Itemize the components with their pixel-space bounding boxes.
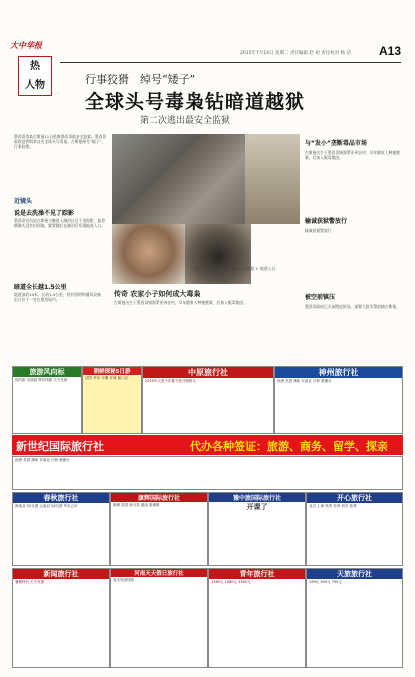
photo-caption: 1. 墨西哥官员检查越狱地道 2. 古斯曼 3. 地道入口 (190, 266, 276, 271)
ad-new-century-details (12, 456, 403, 490)
photo-guzman-portrait (112, 224, 185, 284)
article-lead: 墨西哥毒枭古斯曼11日逃离墨西哥最安全监狱。墨西哥政府悬赏缉拿这名全球头号毒枭。古斯曼绰号“矮子”，行事狡猾。 (14, 134, 107, 150)
ad-kanghui (110, 492, 208, 566)
ad-tiantian (110, 568, 208, 668)
article-headline: 全球头号毒枭钻暗道越狱 (85, 91, 306, 113)
page-number: A13 (378, 44, 401, 58)
ad-text: 199元 399元 799元 (309, 580, 342, 584)
header-rule (60, 62, 401, 63)
right-title-guards: 输诚获狱警放行 (305, 218, 348, 225)
ad-text: 沈阳 丹东 平壤 开城 板门店 (85, 376, 128, 380)
section-subtitle-shower: 说是去洗澡不见了踪影 (14, 210, 75, 217)
photo-tunnel-shaft (245, 134, 300, 224)
photo-tunnel-entrance (185, 224, 251, 284)
ad-title: 康辉国际旅行社 (111, 493, 207, 502)
section-label-line2: 人物 (25, 80, 45, 91)
ad-text: 欧洲 美国 澳新 东南亚 日韩 港澳台 (15, 458, 70, 462)
ad-text: 国内游 出境游 特价线路 天天发团 (15, 378, 68, 382)
visa-banner (12, 435, 403, 455)
ad-chunqiu (12, 492, 110, 566)
ad-text: 港澳 泰国 新马泰 越南 柬埔寨 (113, 503, 160, 507)
ad-text: 暑期特价 天天发团 (15, 580, 45, 584)
section-text-shower: 墨西哥官员说古斯曼当晚进入淋浴区后不见踪影，监控摄像头没有拍到他。狱警随后在淋浴区发现地道入口。 (14, 218, 106, 229)
ad-title: 河南天天假日旅行社 (111, 569, 207, 577)
ad-title: 中原旅行社 (143, 367, 273, 378)
right-title-market: 与“发小”垄断毒品市场 (305, 140, 367, 147)
date-line: 2015年7月14日 星期二 责任编辑 赵 初 责任校对 杨 洁 (240, 51, 352, 56)
ad-title: 春秋旅行社 (13, 493, 109, 503)
banner-agency: 新世纪国际旅行社 (16, 440, 104, 453)
section-text-tunnel: 地道深约10米，长约1.5公里，装有照明和通风设备，出口位于一处在建房屋内。 (14, 292, 105, 303)
ad-kaixin (306, 492, 403, 566)
section-title-closeup: 近镜头 (14, 198, 33, 205)
ad-xinwen (12, 568, 110, 668)
ad-title: 朝鲜探秘5日游 (83, 367, 141, 375)
ad-yuzhonglv (208, 492, 306, 566)
page-header (60, 44, 401, 60)
right-text-guards: 输诚获狱警放行 (305, 228, 332, 233)
right-title-crackdown: 被空前镇压 (305, 294, 336, 301)
ad-text: 海南双飞5日游 云南双飞6日游 华东五市 (15, 504, 78, 508)
banner-slogan: 代办各种签证：旅游、商务、留学、探亲 (190, 440, 388, 453)
ad-shenzhou (274, 366, 403, 434)
ad-tianlv (306, 568, 403, 668)
ad-text: 2015年大型少年夏令营开始报名 (145, 379, 196, 383)
section-label (18, 56, 52, 96)
ad-text: 北京 上海 杭州 苏州 西安 桂林 (309, 504, 357, 508)
ad-title: 天旅旅行社 (307, 569, 402, 579)
section-title-tunnel: 暗道全长越1.5公里 (14, 284, 67, 291)
newspaper-logo: 大中华报 (10, 40, 42, 50)
ad-title: 豫中旅国际旅行社 (209, 493, 305, 502)
right-text-crackdown: 墨西哥政府已关闭附近机场，部署大批军警追捕古斯曼。 (305, 304, 400, 309)
rubric-text: 古斯曼出生于墨西哥锡那罗亚州农村，早年随家人种植罂粟，后加入贩毒集团。 (114, 300, 247, 305)
ad-title: 旅游风向标 (13, 367, 81, 377)
ad-title: 开心旅行社 (307, 493, 402, 503)
photo-officials-tunnel (112, 134, 245, 224)
ad-travel-guide (12, 366, 82, 434)
ad-qingnian (208, 568, 306, 668)
article-kicker: 行事狡猾 绰号“矮子” (85, 73, 196, 86)
article-subhead: 第二次逃出最安全监狱 (140, 116, 231, 126)
ad-title: 新闻旅行社 (13, 569, 109, 579)
ad-text: 1380元 1080元 3380元 (211, 580, 251, 584)
ad-title: 神州旅行社 (275, 367, 402, 378)
ad-zhongyuan (142, 366, 274, 434)
ad-title: 青年旅行社 (209, 569, 305, 579)
article-rubric: 传奇 农家小子如何成大毒枭 (114, 290, 201, 298)
ad-text: 开课了 (246, 503, 268, 511)
section-label-line1: 热 (30, 61, 40, 72)
ad-text: 欧洲 美国 澳新 东南亚 日韩 港澳台 (277, 379, 332, 383)
right-text-market: 古斯曼出生于墨西哥锡那罗亚州农村，早年随家人种植罂粟，后加入贩毒集团。 (305, 150, 400, 161)
ad-north-korea (82, 366, 142, 434)
ad-text: 周末发团线路 (113, 578, 134, 582)
